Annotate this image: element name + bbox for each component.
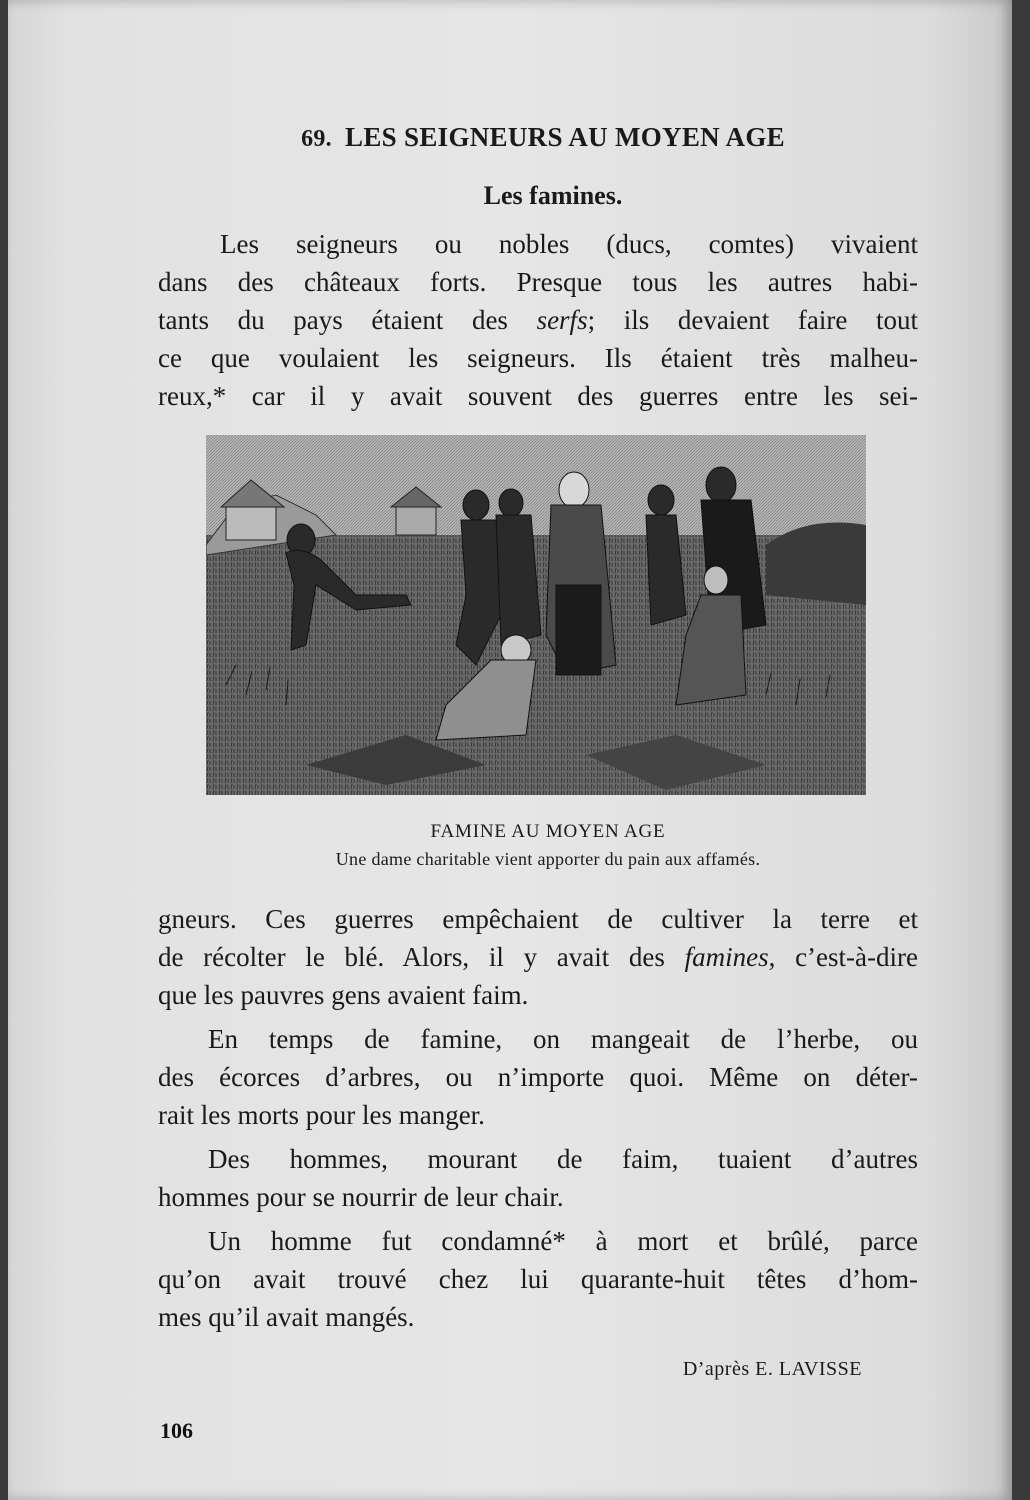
engraving-image [206, 435, 866, 795]
text-line: qu’on avait trouvé chez lui quarante-huit têtes d’hom- [158, 1264, 918, 1294]
famine-illustration [206, 435, 866, 795]
figure-caption-title: FAMINE AU MOYEN AGE [430, 821, 666, 842]
text-line [158, 1020, 918, 1058]
text-line: reux,* car il y avait souvent des guerres entre les sei- [158, 381, 918, 411]
paragraph-3 [158, 1140, 918, 1216]
text-line: gneurs. Ces guerres empêchaient de cultiver la terre et [158, 904, 918, 934]
text-line: que les pauvres gens avaient faim. [158, 980, 529, 1010]
text-line-content: de récolter le blé. Alors, il y avait des [158, 942, 685, 972]
text-line [158, 1222, 918, 1260]
text-line [158, 938, 918, 976]
figure-caption-text: Une dame charitable vient apporter du pain aux affamés. [335, 849, 761, 869]
text-line-content: En temps de famine, on mangeait de l’herbe, ou [208, 1024, 918, 1054]
paragraph-1-continued [158, 900, 918, 1014]
text-line-content: Les seigneurs ou nobles (ducs, comtes) vivaient [220, 229, 918, 259]
paragraph-1 [158, 225, 918, 415]
lesson-subtitle: Les famines. [483, 181, 623, 210]
page-number: 106 [160, 1418, 193, 1443]
text-line: mes qu’il avait mangés. [158, 1302, 415, 1332]
text-line-content: ; ils devaient faire tout [587, 305, 918, 335]
page-content [158, 110, 918, 1381]
attribution: D’après E. LAVISSE [682, 1358, 862, 1380]
text-line: dans des châteaux forts. Presque tous les autres habi- [158, 267, 918, 297]
text-line: rait les morts pour les manger. [158, 1100, 485, 1130]
text-line [158, 301, 918, 339]
text-line: hommes pour se nourrir de leur chair. [158, 1182, 564, 1212]
text-line-content: tants du pays étaient des [158, 305, 537, 335]
lesson-title [158, 122, 918, 153]
lesson-number: 69. [301, 126, 332, 152]
text-line [158, 225, 918, 263]
text-line: ce que voulaient les seigneurs. Ils étaient très malheu- [158, 343, 918, 373]
book-page [8, 0, 1012, 1500]
emphasis-serfs: serfs [536, 305, 588, 335]
paragraph-4 [158, 1222, 918, 1336]
paragraph-2 [158, 1020, 918, 1134]
text-line-content: Un homme fut condamné* à mort et brûlé, parce [208, 1226, 918, 1256]
text-line: des écorces d’arbres, ou n’importe quoi. Même on déter- [158, 1062, 918, 1092]
text-line-content: , c’est-à-dire [768, 942, 918, 972]
lesson-title-text: LES SEIGNEURS AU MOYEN AGE [345, 122, 785, 152]
emphasis-famines: famines [684, 942, 769, 972]
text-line-content: Des hommes, mourant de faim, tuaient d’autres [208, 1144, 918, 1174]
text-line [158, 1140, 918, 1178]
